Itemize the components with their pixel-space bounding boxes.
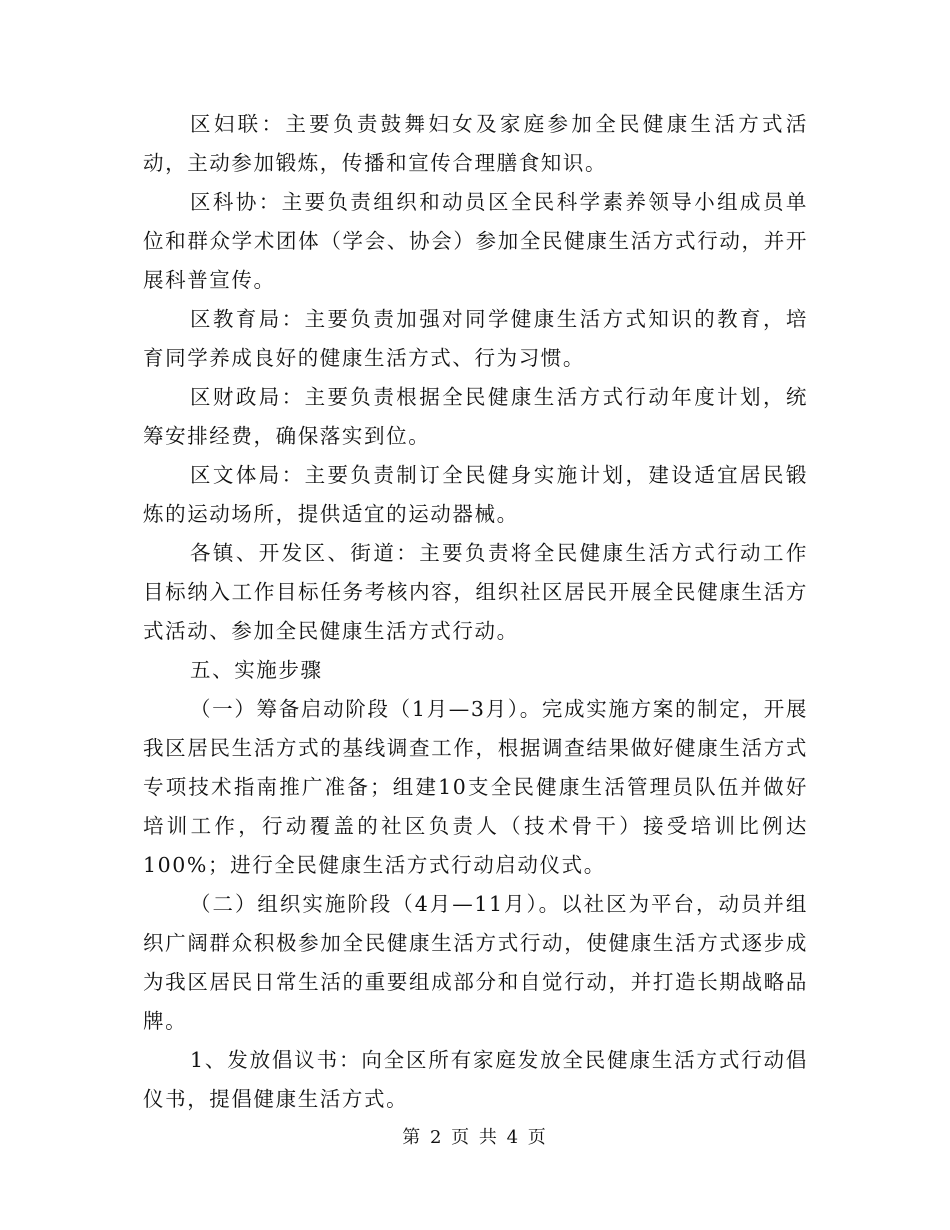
paragraph-science-association: 区科协：主要负责组织和动员区全民科学素养领导小组成员单位和群众学术团体（学会、协会）参加全民健康生活方式行动，并开展科普宣传。: [143, 190, 808, 292]
document-body: [143, 105, 808, 1119]
paragraph-women-federation: 区妇联：主要负责鼓舞妇女及家庭参加全民健康生活方式活动，主动参加锻炼，传播和宣传合理膳食知识。: [143, 112, 808, 175]
page-number-footer: 第 2 页 共 4 页: [402, 1127, 548, 1148]
paragraph-implementation-stage: （二）组织实施阶段（4月—11月）。以社区为平台，动员并组织广阔群众积极参加全民健康生活方式行动，使健康生活方式逐步成为我区居民日常生活的重要组成部分和自觉行动，并打造长期战略品牌。: [143, 892, 808, 1033]
paragraph-towns-districts: 各镇、开发区、街道：主要负责将全民健康生活方式行动工作目标纳入工作目标任务考核内容，组织社区居民开展全民健康生活方式活动、参加全民健康生活方式行动。: [143, 541, 808, 643]
paragraph-preparation-stage: （一）筹备启动阶段（1月—3月）。完成实施方案的制定，开展我区居民生活方式的基线调查工作，根据调查结果做好健康生活方式专项技术指南推广准备；组建10支全民健康生活管理员队伍并做好培训工作，行动覆盖的社区负责人（技术骨干）接受培训比例达100%；进行全民健康生活方式行动启动仪式。: [143, 697, 808, 877]
paragraph-distribute-proposal: 1、发放倡议书：向全区所有家庭发放全民健康生活方式行动倡仪书，提倡健康生活方式。: [143, 1048, 808, 1111]
section-heading-implementation-steps: 五、实施步骤: [190, 658, 323, 682]
paragraph-education-bureau: 区教育局：主要负责加强对同学健康生活方式知识的教育，培育同学养成良好的健康生活方式、行为习惯。: [143, 307, 808, 370]
paragraph-finance-bureau: 区财政局：主要负责根据全民健康生活方式行动年度计划，统筹安排经费，确保落实到位。: [143, 385, 808, 448]
paragraph-culture-sports-bureau: 区文体局：主要负责制订全民健身实施计划，建设适宜居民锻炼的运动场所，提供适宜的运动器械。: [143, 463, 808, 526]
